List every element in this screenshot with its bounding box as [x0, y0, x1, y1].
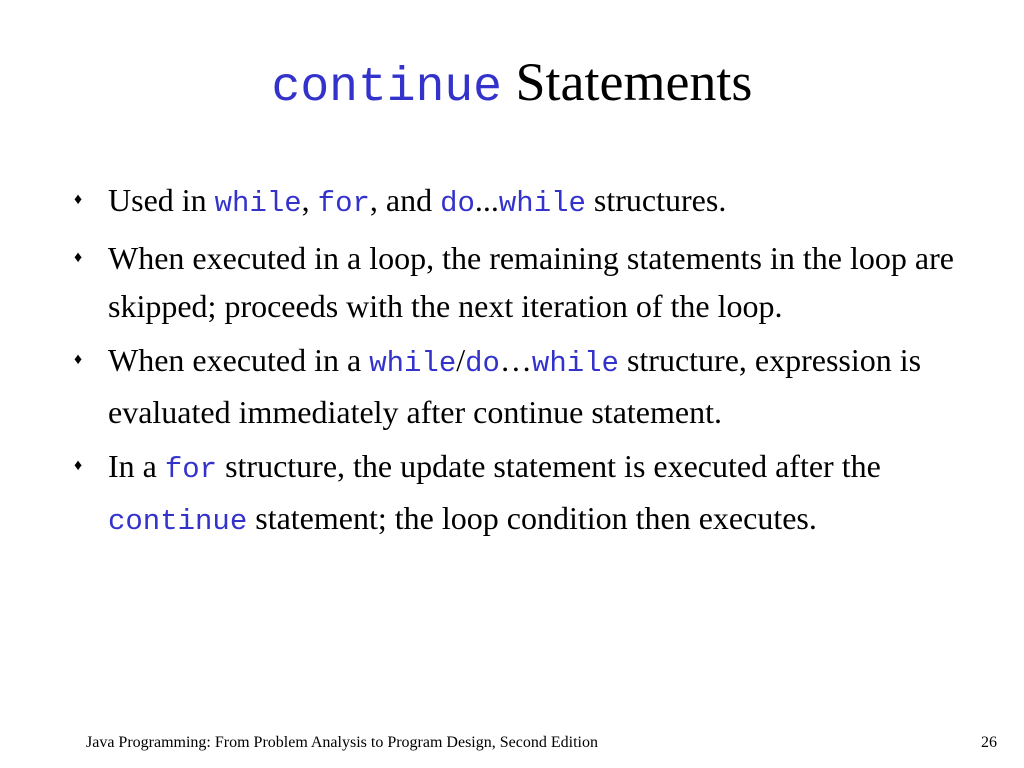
bullet-item [70, 176, 960, 228]
diamond-bullet-icon: ♦ [74, 249, 83, 266]
page-number: 26 [981, 734, 997, 751]
code-keyword: continue [108, 505, 248, 538]
diamond-bullet-icon: ♦ [74, 191, 83, 208]
bullet-text: structure, the update statement is executed after the [217, 448, 881, 484]
bullet-text: … [499, 342, 532, 378]
code-keyword: for [317, 187, 370, 220]
code-keyword: while [498, 187, 586, 220]
bullet-text: In a [108, 448, 165, 484]
code-keyword: while [369, 347, 457, 380]
bullet-text: structures. [585, 182, 727, 218]
bullet-item [70, 336, 960, 436]
title-code-keyword: continue [271, 61, 502, 115]
code-keyword: for [164, 453, 218, 486]
title-text: Statements [515, 52, 753, 112]
diamond-bullet-icon: ♦ [74, 351, 83, 368]
bullet-text: When executed in a loop, the remaining statements in the loop are skipped; proceeds with the next iteration of the loop. [108, 240, 954, 324]
code-keyword: while [214, 187, 302, 220]
code-keyword: do [465, 347, 500, 380]
bullet-text: Used in [108, 182, 215, 218]
bullet-item [70, 442, 960, 546]
bullet-text: , [301, 182, 318, 218]
diamond-bullet-icon: ♦ [74, 457, 83, 474]
bullet-text: ... [474, 182, 499, 218]
bullet-text: , and [369, 182, 441, 218]
footer-text: Java Programming: From Problem Analysis to Program Design, Second Edition [86, 734, 598, 751]
bullet-text: structure, expression is evaluated immediately after continue statement. [108, 342, 922, 430]
code-keyword: while [531, 347, 619, 380]
bullet-text: / [456, 342, 466, 378]
bullet-list [70, 176, 960, 552]
bullet-item [70, 234, 960, 330]
bullet-text: statement; the loop condition then executes. [247, 500, 817, 536]
code-keyword: do [440, 187, 475, 220]
slide-title [0, 50, 1024, 120]
bullet-text: When executed in a [108, 342, 370, 378]
